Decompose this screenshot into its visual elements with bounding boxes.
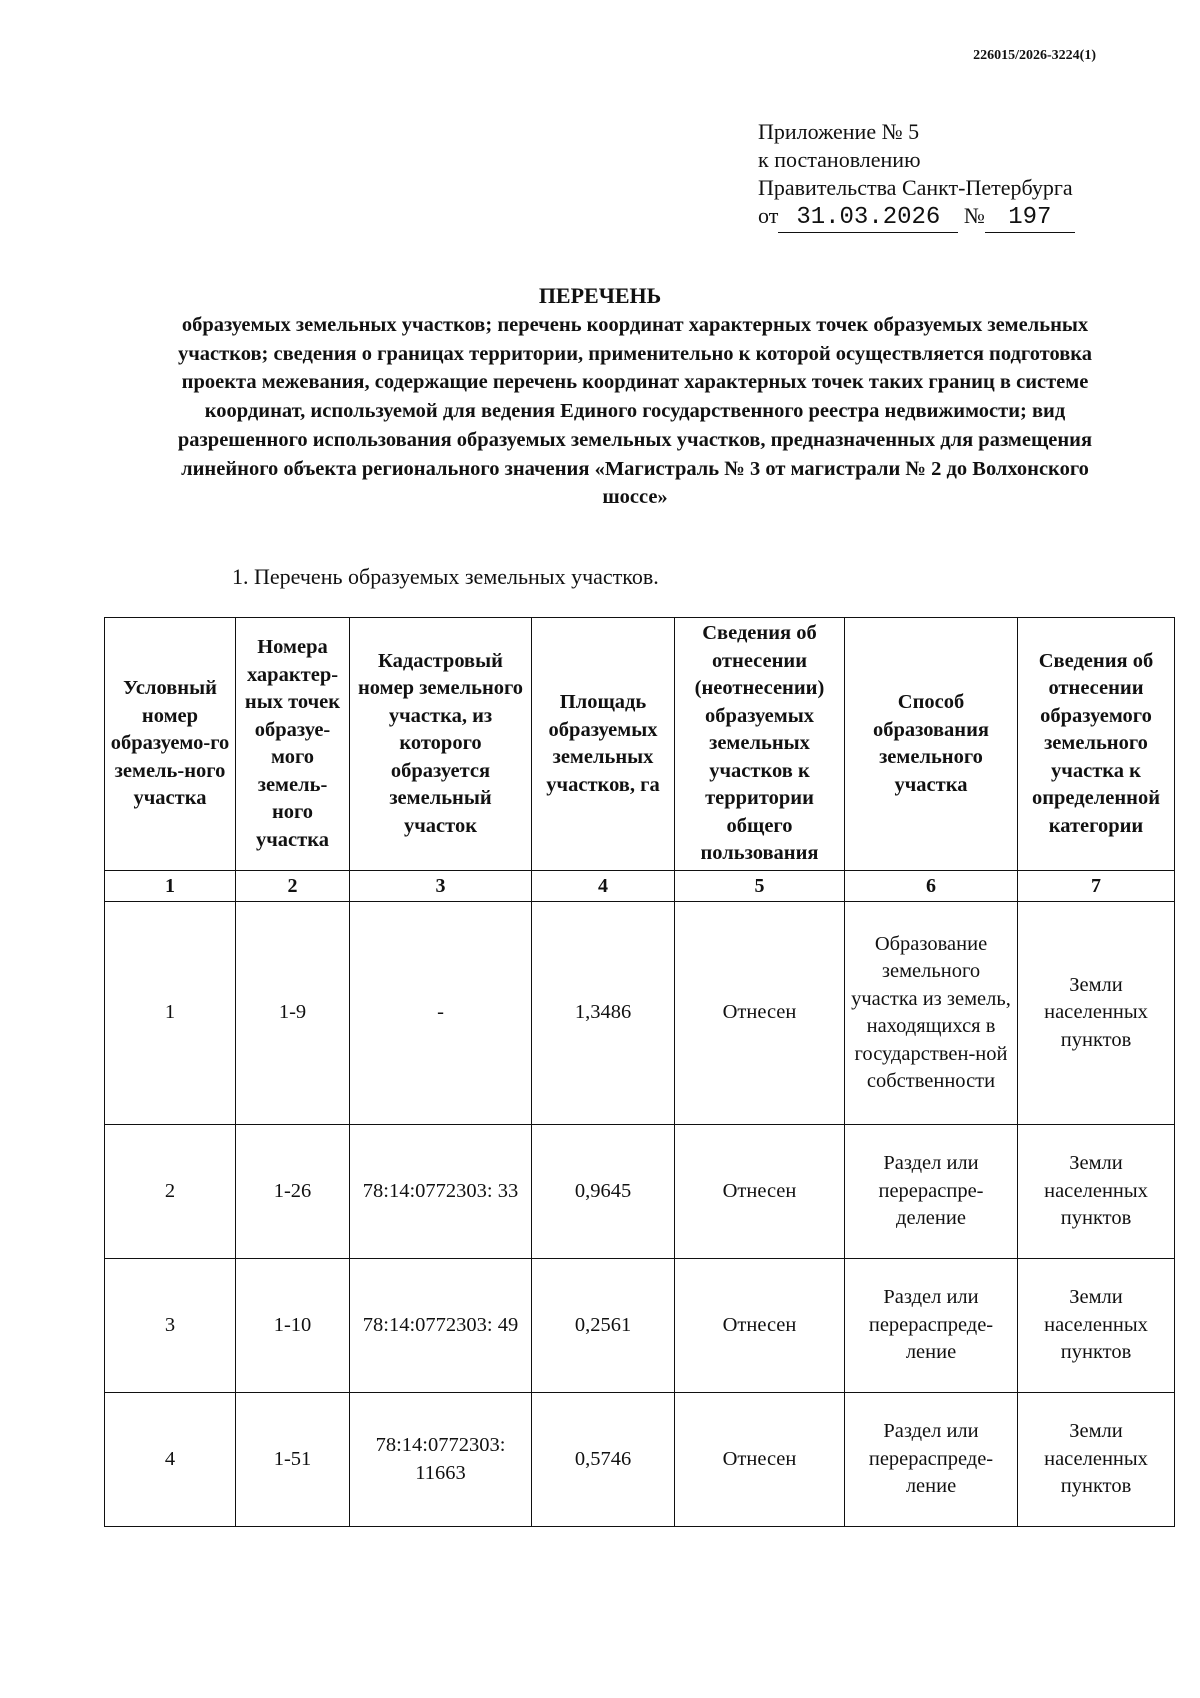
cell-plot-number: 1 xyxy=(105,902,236,1125)
cell-point-range: 1-10 xyxy=(236,1259,350,1393)
cell-cadastral-number: - xyxy=(350,902,532,1125)
cell-public-territory: Отнесен xyxy=(675,902,845,1125)
document-title: ПЕРЕЧЕНЬ xyxy=(538,283,662,308)
table-row xyxy=(105,1259,1175,1393)
header-cell-land-category: Сведения об отнесении образуемого земельного участка к определенной категории xyxy=(1018,618,1175,871)
appendix-line-1: Приложение № 5 xyxy=(758,119,920,144)
header-cell-cadastral-number: Кадастровый номер земельного участка, из которого образуется земельный участок xyxy=(350,618,532,871)
appendix-line-3: Правительства Санкт-Петербурга xyxy=(758,175,1073,200)
appendix-block xyxy=(758,118,1075,233)
table-header-row xyxy=(105,618,1175,871)
cell-area: 0,5746 xyxy=(532,1393,675,1527)
cell-public-territory: Отнесен xyxy=(675,1259,845,1393)
cell-public-territory: Отнесен xyxy=(675,1393,845,1527)
decree-number: 197 xyxy=(985,204,1075,233)
column-number: 2 xyxy=(236,871,350,902)
appendix-date-line xyxy=(758,202,1075,233)
column-number-row xyxy=(105,871,1175,902)
cell-plot-number: 4 xyxy=(105,1393,236,1527)
table-row xyxy=(105,1125,1175,1259)
cell-area: 0,9645 xyxy=(532,1125,675,1259)
cell-land-category: Земли населенных пунктов xyxy=(1018,902,1175,1125)
land-plots-table xyxy=(104,617,1175,1527)
cell-public-territory: Отнесен xyxy=(675,1125,845,1259)
header-cell-area: Площадь образуемых земельных участков, га xyxy=(532,618,675,871)
column-number: 3 xyxy=(350,871,532,902)
column-number: 6 xyxy=(845,871,1018,902)
cell-area: 0,2561 xyxy=(532,1259,675,1393)
cell-cadastral-number: 78:14:0772303: 11663 xyxy=(350,1393,532,1527)
cell-cadastral-number: 78:14:0772303: 49 xyxy=(350,1259,532,1393)
number-prefix: № xyxy=(963,203,985,228)
cell-point-range: 1-51 xyxy=(236,1393,350,1527)
cell-formation-method: Раздел или перераспреде-ление xyxy=(845,1393,1018,1527)
cell-plot-number: 3 xyxy=(105,1259,236,1393)
column-number: 7 xyxy=(1018,871,1175,902)
decree-date: 31.03.2026 xyxy=(778,204,958,233)
cell-formation-method: Образование земельного участка из земель, находящихся в государствен-ной собственности xyxy=(845,902,1018,1125)
cell-formation-method: Раздел или перераспре-деление xyxy=(845,1125,1018,1259)
column-number: 5 xyxy=(675,871,845,902)
header-cell-public-territory: Сведения об отнесении (неотнесении) образуемых земельных участков к территории общего пользования xyxy=(675,618,845,871)
column-number: 1 xyxy=(105,871,236,902)
cell-point-range: 1-26 xyxy=(236,1125,350,1259)
table-row xyxy=(105,1393,1175,1527)
cell-cadastral-number: 78:14:0772303: 33 xyxy=(350,1125,532,1259)
cell-land-category: Земли населенных пунктов xyxy=(1018,1393,1175,1527)
date-prefix: от xyxy=(758,203,779,228)
document-id: 226015/2026-3224(1) xyxy=(973,48,1096,63)
table-row xyxy=(105,902,1175,1125)
column-number: 4 xyxy=(532,871,675,902)
header-cell-conditional-number: Условный номер образуемо-го земель-ного участка xyxy=(105,618,236,871)
cell-area: 1,3486 xyxy=(532,902,675,1125)
cell-plot-number: 2 xyxy=(105,1125,236,1259)
header-cell-formation-method: Способ образования земельного участка xyxy=(845,618,1018,871)
cell-point-range: 1-9 xyxy=(236,902,350,1125)
appendix-line-2: к постановлению xyxy=(758,147,921,172)
land-plots-table-container xyxy=(104,617,1174,1527)
section-title: 1. Перечень образуемых земельных участков. xyxy=(232,564,659,589)
cell-formation-method: Раздел или перераспреде-ление xyxy=(845,1259,1018,1393)
cell-land-category: Земли населенных пунктов xyxy=(1018,1259,1175,1393)
cell-land-category: Земли населенных пунктов xyxy=(1018,1125,1175,1259)
header-cell-point-numbers: Номера характер-ных точек образуе-мого земель-ного участка xyxy=(236,618,350,871)
document-subtitle: образуемых земельных участков; перечень координат характерных точек образуемых земельных участков; сведения о границах территории, применительно к которой осуществляется подготовка проекта межевания, содержащие перечень координат характерных точек таких границ в системе координат, используемой для ведения Единого государственного реестра недвижимости; вид разрешенного использования образуемых земельных участков, предназначенных для размещения линейного объекта регионального значения «Магистраль № 3 от магистрали № 2 до Волхонского шоссе» xyxy=(177,314,1093,509)
